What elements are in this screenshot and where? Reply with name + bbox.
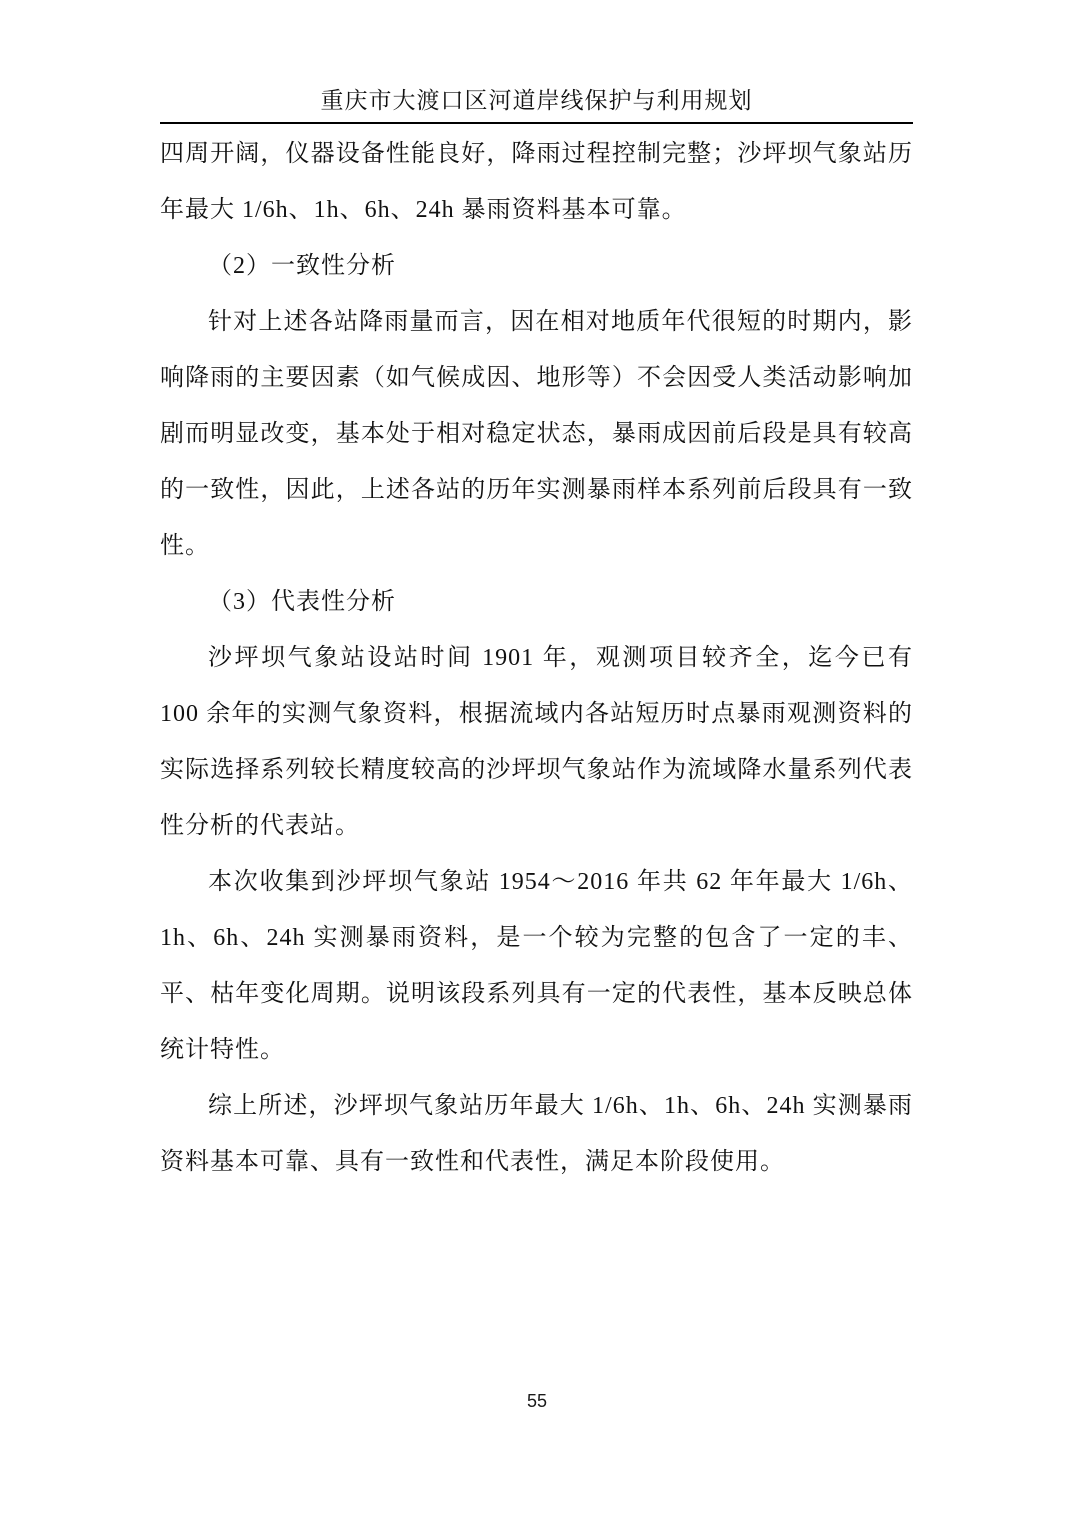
paragraph: 综上所述，沙坪坝气象站历年最大 1/6h、1h、6h、24h 实测暴雨资料基本可靠、具有一致性和代表性，满足本阶段使用。 — [160, 1093, 913, 1175]
paragraph: 针对上述各站降雨量而言，因在相对地质年代很短的时期内，影响降雨的主要因素（如气候成因、地形等）不会因受人类活动影响加剧而明显改变，基本处于相对稳定状态，暴雨成因前后段是具有较高的一致性，因此，上述各站的历年实测暴雨样本系列前后段具有一致性。 — [160, 309, 913, 559]
paragraph: 沙坪坝气象站设站时间 1901 年，观测项目较齐全，迄今已有 100 余年的实测气象资料，根据流域内各站短历时点暴雨观测资料的实际选择系列较长精度较高的沙坪坝气象站作为流域降水量系列代表性分析的代表站。 — [160, 645, 913, 839]
page-number: 55 — [526, 1391, 548, 1411]
paragraph: （2）一致性分析 — [208, 253, 396, 279]
paragraph: （3）代表性分析 — [208, 589, 396, 615]
paragraph: 本次收集到沙坪坝气象站 1954～2016 年共 62 年年最大 1/6h、1h、6h、24h 实测暴雨资料，是一个较为完整的包含了一定的丰、平、枯年变化周期。说明该段系列具有一定的代表性，基本反映总体统计特性。 — [160, 869, 913, 1063]
header-rule — [160, 122, 913, 124]
page-header-title: 重庆市大渡口区河道岸线保护与利用规划 — [320, 88, 753, 113]
document-body — [160, 126, 913, 1190]
paragraph: 四周开阔，仪器设备性能良好，降雨过程控制完整；沙坪坝气象站历年最大 1/6h、1h、6h、24h 暴雨资料基本可靠。 — [160, 141, 913, 223]
